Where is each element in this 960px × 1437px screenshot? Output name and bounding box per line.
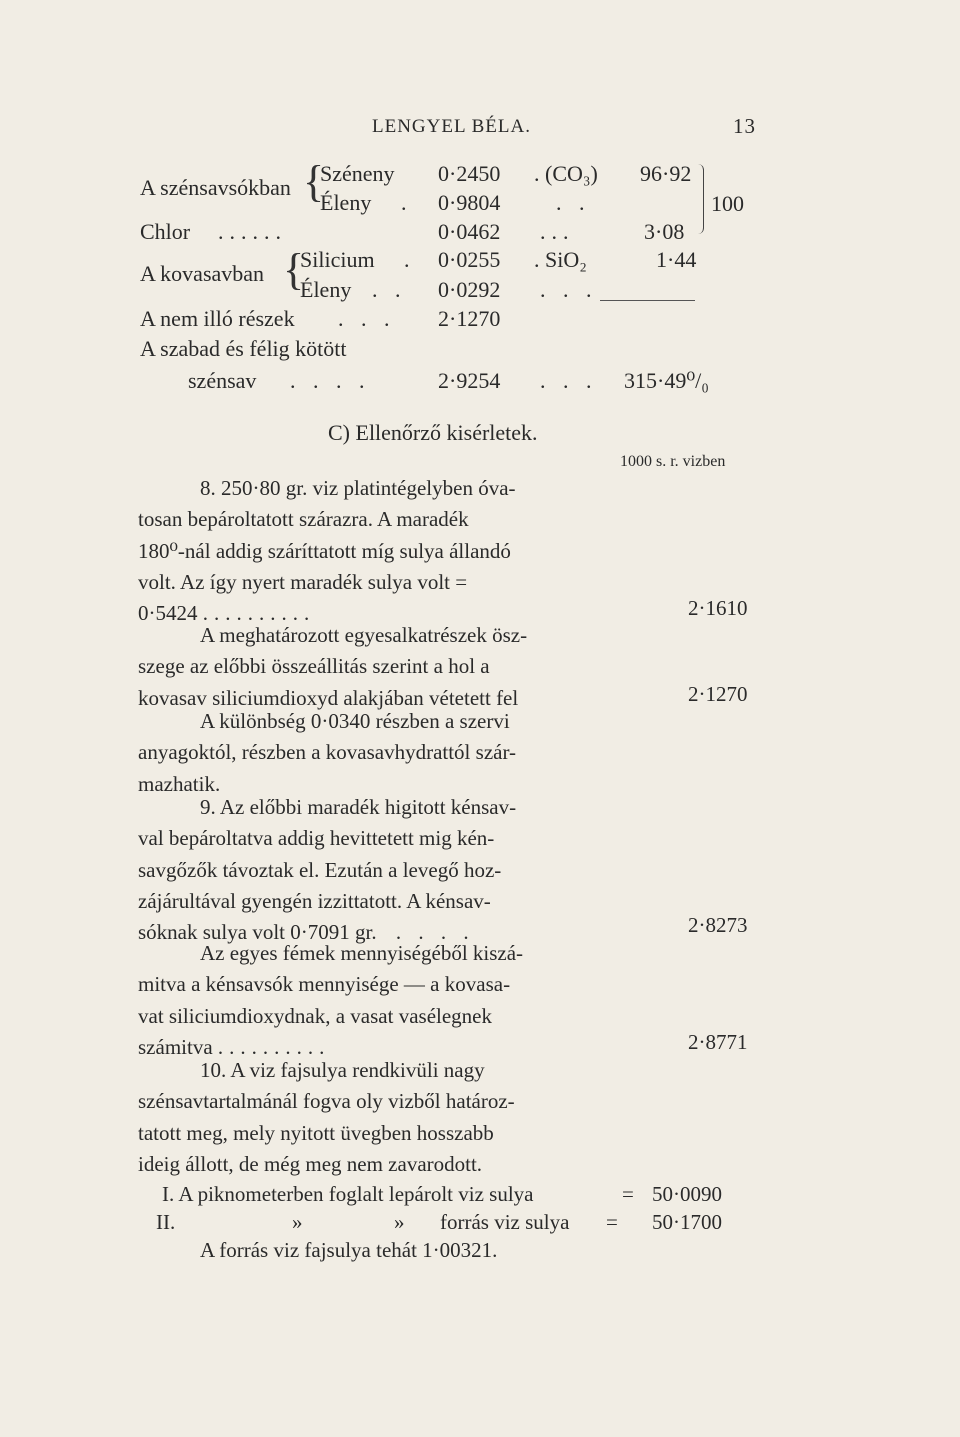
running-header-author: LENGYEL BÉLA. — [372, 116, 531, 137]
row-kovasav-val2: 0·0292 — [438, 277, 501, 302]
row-chlor-dots2: ... — [540, 219, 575, 244]
pyc-line2-eq: = — [606, 1210, 618, 1234]
paragraph-kulonbseg — [138, 706, 588, 800]
text-line: sóknak sulya volt 0·7091 gr. — [138, 920, 377, 945]
row-kovasav-dots2: . . — [372, 277, 407, 302]
pyc-line2-num: II. — [156, 1210, 176, 1234]
text-line: zájárultával gyengén izzittatott. A kénsav- — [138, 888, 491, 913]
brace-symbol: { — [283, 245, 305, 294]
total-100: 100 — [711, 191, 744, 216]
row-szensavsok-sub2: Éleny — [320, 190, 372, 215]
text-line: számitva — [138, 1034, 213, 1059]
leader-dots: .......... — [217, 1034, 331, 1059]
pyc-line1-eq: = — [622, 1182, 634, 1206]
ditto-mark: » — [292, 1210, 303, 1234]
row-kovasav-dots1: . — [404, 247, 410, 272]
row-szensavsok-compound: . (CO₃) — [534, 161, 598, 186]
text-line: val bepároltatva addig hevittetett mig kén- — [138, 826, 495, 851]
row-kovasav-sub1: Silicium — [300, 247, 375, 272]
text-line: anyagoktól, részben a kovasavhydrattól szár- — [138, 740, 517, 765]
row-nem-illo-dots: . . . — [338, 306, 396, 331]
row-chlor-value: 0·0462 — [438, 219, 501, 244]
text-line: A különbség 0·0340 részben a szervi — [200, 709, 510, 733]
text-line: savgőzők távoztak el. Ezután a levegő hoz- — [138, 857, 502, 882]
row-chlor-pct: 3·08 — [644, 219, 685, 244]
leader-dots: .......... — [202, 601, 316, 626]
pyc-line1-label: I. A piknometerben foglalt lepárolt viz sulya — [162, 1182, 534, 1206]
pyc-line2-value: 50·1700 — [652, 1210, 722, 1234]
row-kovasav-compound: . SiO₂ — [534, 247, 587, 272]
pyc-line2-label: forrás viz sulya — [440, 1210, 570, 1234]
paragraph-8 — [138, 473, 588, 629]
paragraph-egyes — [138, 938, 588, 1063]
value-p9: 2·8273 — [688, 913, 748, 937]
text-line: volt. Az így nyert maradék sulya volt = — [138, 569, 468, 594]
column-header: 1000 s. r. vizben — [620, 453, 726, 470]
row-szabad-value: 2·9254 — [438, 368, 501, 393]
paragraph-meghatarozott — [138, 620, 588, 714]
text-line: szege az előbbi összeállitás szerint a hol a — [138, 654, 490, 679]
paragraph-9 — [138, 792, 588, 948]
text-line: Az egyes fémek mennyiségéből kiszá- — [200, 941, 524, 965]
row-nem-illo-value: 2·1270 — [438, 306, 501, 331]
row-szensavsok-sub1: Széneny — [320, 161, 395, 186]
value-megh: 2·1270 — [688, 682, 748, 706]
text-line: szénsavtartalmánál fogva oly vizből határoz- — [138, 1089, 515, 1114]
row-chlor-dots: ...... — [218, 219, 287, 244]
row-kovasav-label: A kovasavban — [140, 261, 265, 286]
text-line: 10. A viz fajsulya rendkivüli nagy — [200, 1058, 485, 1082]
row-szabad-label-2: szénsav — [188, 368, 257, 393]
text-line: 9. Az előbbi maradék higitott kénsav- — [200, 795, 517, 819]
row-kovasav-sub2: Éleny — [300, 277, 352, 302]
text-line: 180⁰-nál addig száríttatott míg sulya állandó — [138, 538, 511, 563]
row-kovasav-pct: 1·44 — [656, 247, 697, 272]
text-line: tosan bepároltatott szárazra. A maradék — [138, 507, 469, 532]
row-szabad-pct: 315·49⁰/₀ — [624, 368, 709, 393]
pyc-line3: A forrás viz fajsulya tehát 1·00321. — [200, 1238, 498, 1262]
row-szensavsok-val2: 0·9804 — [438, 190, 501, 215]
row-szensavsok-dots2: . . — [556, 190, 591, 215]
text-line: mitva a kénsavsók mennyisége — a kovasa- — [138, 972, 511, 997]
text-line: 0·5424 — [138, 601, 198, 626]
text-line: 8. 250·80 gr. viz platintégelyben óva- — [200, 476, 516, 500]
row-szensavsok-pct: 96·92 — [640, 161, 692, 186]
row-kovasav-dots-val2: . . . — [540, 277, 598, 302]
sum-rule — [600, 300, 695, 301]
row-szensavsok-dots: . — [401, 190, 407, 215]
text-line: kovasav siliciumdioxyd alakjában vétetett fel — [138, 685, 519, 710]
row-szabad-label-1: A szabad és félig kötött — [140, 336, 347, 361]
row-chlor-label: Chlor — [140, 219, 191, 244]
row-szensavsok-val1: 0·2450 — [438, 161, 501, 186]
value-p8: 2·1610 — [688, 596, 748, 620]
text-line: tatott meg, mely nyitott üvegben hosszabb — [138, 1120, 494, 1145]
row-szabad-dots2: . . . — [540, 368, 598, 393]
row-szabad-dots: . . . . — [290, 368, 371, 393]
row-szensavsok-label: A szénsavsókban — [140, 175, 291, 200]
value-egyes: 2·8771 — [688, 1030, 748, 1054]
text-line: ideig állott, de még meg nem zavarodott. — [138, 1151, 483, 1176]
brace-symbol: { — [303, 157, 325, 206]
row-kovasav-val1: 0·0255 — [438, 247, 501, 272]
text-line: vat siliciumdioxydnak, a vasat vasélegnek — [138, 1003, 492, 1028]
page-number: 13 — [733, 114, 756, 138]
ditto-mark: » — [394, 1210, 405, 1234]
pyc-line1-value: 50·0090 — [652, 1182, 722, 1206]
row-nem-illo-label: A nem illó részek — [140, 306, 295, 331]
brace-right-symbol — [693, 164, 704, 234]
text-line: mazhatik. — [138, 771, 221, 796]
section-title: C) Ellenőrző kisérletek. — [328, 420, 538, 445]
leader-dots: . . . . — [395, 920, 475, 945]
text-line: A meghatározott egyesalkatrészek ösz- — [200, 623, 528, 647]
paragraph-10 — [138, 1055, 588, 1180]
